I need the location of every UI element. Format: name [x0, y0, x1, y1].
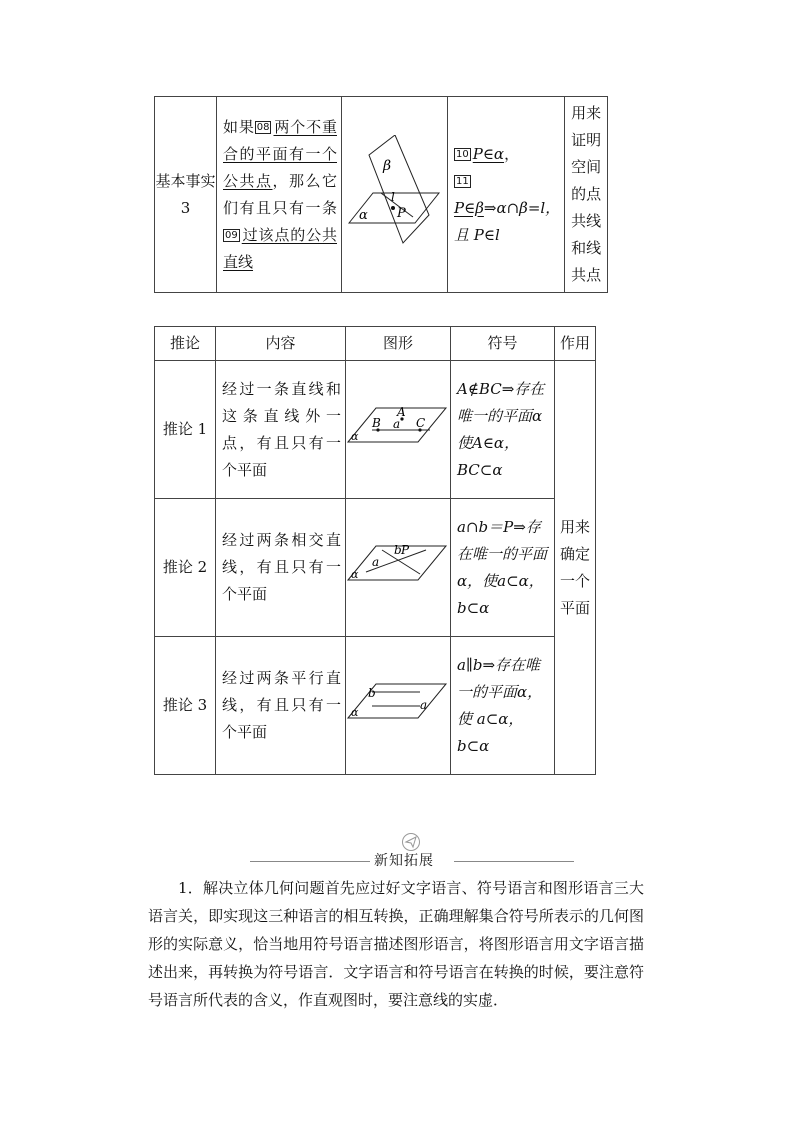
axiom3-table [154, 96, 608, 293]
row-symbol: a∩b＝P⇒存在唯一的平面α，使a⊂α，b⊂α [451, 499, 555, 637]
svg-text:a: a [393, 417, 401, 431]
row-content: 经过一条直线和这条直线外一点，有且只有一个平面 [216, 361, 346, 499]
line-label: l [390, 190, 395, 204]
svg-text:b: b [394, 543, 402, 557]
extension-header [250, 832, 574, 868]
svg-text:P: P [401, 543, 410, 557]
row-symbol: A∉BC⇒存在唯一的平面α使A∈α，BC⊂α [451, 361, 555, 499]
row-name: 基本事实3 [155, 97, 217, 293]
row-name: 推论 1 [155, 361, 216, 499]
section-title: 新知拓展 [374, 853, 434, 869]
header-cell: 作用 [555, 327, 596, 361]
extension-paragraph: 1．解决立体几何问题首先应过好文字语言、符号语言和图形语言三大语言关，即实现这三种语言的相互转换，正确理解集合符号所表示的几何图形的实际意义，恰当地用符号语言描述图形语言，将图形语言用文字语言描述出来，再转换为符号语言．文字语言和符号语言在转换的时候，要注意符号语言所代表的含义，作直观图时，要注意线的实虚． [148, 879, 644, 1009]
header-cell: 推论 [155, 327, 216, 361]
alpha-label: α [358, 208, 368, 223]
table-header-row [155, 327, 596, 361]
svg-text:C: C [416, 416, 426, 430]
header-cell: 内容 [216, 327, 346, 361]
svg-text:b: b [368, 686, 376, 700]
two-planes-figure [343, 135, 447, 245]
row-symbol: 10 P∈α， 11P∈β⇒α∩β=l，且 P∈l [448, 97, 565, 293]
blank-number: 08 [256, 121, 270, 133]
header-cell: 图形 [346, 327, 451, 361]
row-figure [346, 637, 451, 775]
svg-text:α: α [351, 568, 359, 581]
svg-text:α: α [351, 430, 359, 443]
header-cell: 符号 [451, 327, 555, 361]
divider [454, 861, 574, 862]
blank-number: 09 [225, 229, 238, 241]
divider [250, 861, 370, 862]
svg-text:a: a [420, 698, 428, 712]
svg-text:α: α [351, 706, 359, 719]
row-content: 经过两条相交直线，有且只有一个平面 [216, 499, 346, 637]
point-label: P [396, 206, 406, 221]
row-figure [342, 97, 448, 293]
row-figure [346, 361, 451, 499]
table-row [155, 361, 596, 499]
svg-text:B: B [372, 416, 381, 430]
row-use: 用来证明空间的点共线和线共点 [565, 97, 608, 293]
beta-label: β [382, 158, 391, 174]
row-use: 用来确定一个平面 [555, 361, 596, 775]
intersecting-lines-figure [346, 538, 450, 588]
table-row [155, 97, 608, 293]
row-figure [346, 499, 451, 637]
paper-plane-icon [401, 832, 421, 852]
table-row [155, 499, 596, 637]
parallel-lines-figure [346, 676, 450, 726]
table-row [155, 637, 596, 775]
row-symbol: a∥b⇒存在唯一的平面α，使 a⊂α，b⊂α [451, 637, 555, 775]
row-content: 如果 08 两个不重合的平面有一个公共点，那么它们有且只有一条09 过该点的公共直线 [217, 97, 342, 293]
svg-text:a: a [372, 555, 380, 569]
corollary-table [154, 326, 596, 775]
row-name: 推论 2 [155, 499, 216, 637]
point-line-plane-figure [346, 400, 450, 450]
row-content: 经过两条平行直线，有且只有一个平面 [216, 637, 346, 775]
svg-text:A: A [397, 405, 406, 419]
row-name: 推论 3 [155, 637, 216, 775]
